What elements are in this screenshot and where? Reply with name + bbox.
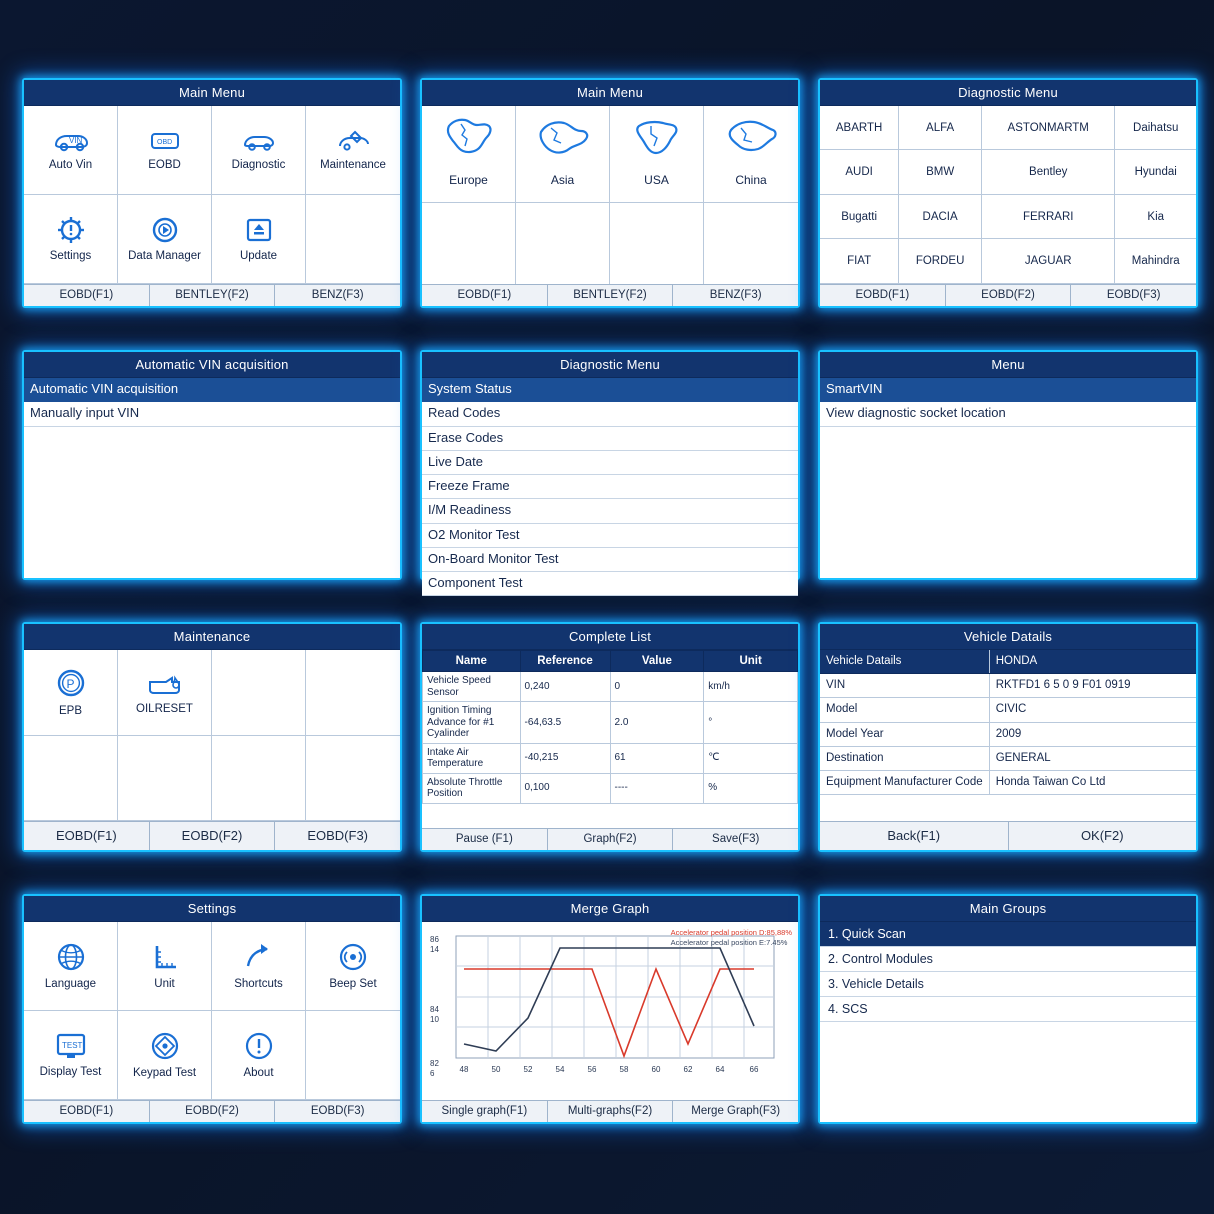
detail-value: 2009 bbox=[989, 722, 1196, 746]
empty-cell bbox=[306, 1011, 400, 1100]
sound-wave-icon bbox=[337, 941, 369, 973]
vehicle-details-table bbox=[820, 650, 1196, 795]
detail-value: GENERAL bbox=[989, 746, 1196, 770]
table-row[interactable] bbox=[423, 743, 798, 773]
settings-item-language[interactable] bbox=[24, 922, 118, 1011]
screen-title: Vehicle Datails bbox=[820, 624, 1196, 650]
screen-diagnostic-brands bbox=[818, 78, 1198, 308]
function-keys bbox=[422, 284, 798, 306]
usa-map-icon bbox=[629, 112, 685, 169]
vin-car-icon bbox=[53, 128, 89, 154]
china-map-icon bbox=[723, 112, 779, 169]
cell-name: Vehicle Speed Sensor bbox=[423, 672, 521, 702]
list-item[interactable]: 3. Vehicle Details bbox=[820, 972, 1196, 997]
screen-body bbox=[820, 106, 1196, 284]
svg-text:TEST: TEST bbox=[61, 1041, 82, 1051]
column-header-unit: Unit bbox=[704, 651, 798, 672]
svg-text:66: 66 bbox=[749, 1065, 759, 1074]
car-stethoscope-icon bbox=[241, 128, 277, 154]
column-header-name: Name bbox=[423, 651, 521, 672]
table-row bbox=[820, 771, 1196, 795]
function-list bbox=[422, 378, 798, 596]
list-item[interactable]: System Status bbox=[422, 378, 798, 402]
menu-item-label: Update bbox=[239, 250, 278, 263]
menu-item-label: Data Manager bbox=[128, 250, 201, 263]
settings-item-display-test[interactable] bbox=[24, 1011, 118, 1100]
column-header-value: Value bbox=[610, 651, 704, 672]
cell-reference: -64,63.5 bbox=[520, 702, 610, 744]
brand-table bbox=[820, 106, 1196, 284]
table-row bbox=[820, 239, 1196, 284]
list-item[interactable]: O2 Monitor Test bbox=[422, 524, 798, 548]
option-list bbox=[24, 378, 400, 578]
screen-smartvin-menu bbox=[818, 350, 1198, 580]
cell-value: 0 bbox=[610, 672, 704, 702]
screen-title: Maintenance bbox=[24, 624, 400, 650]
fkey-f1[interactable]: EOBD(F1) bbox=[820, 285, 946, 306]
eobd-connector-icon bbox=[147, 128, 183, 154]
brand-cell[interactable]: ALFA bbox=[899, 106, 982, 150]
screen-body bbox=[820, 378, 1196, 578]
list-item[interactable]: 1. Quick Scan bbox=[820, 922, 1196, 947]
fkey-f1[interactable]: EOBD(F1) bbox=[422, 285, 548, 306]
screen-body bbox=[422, 106, 798, 284]
detail-value: Honda Taiwan Co Ltd bbox=[989, 771, 1196, 795]
function-keys bbox=[24, 821, 400, 850]
screen-title: Merge Graph bbox=[422, 896, 798, 922]
cell-unit: ° bbox=[704, 702, 798, 744]
screen-body bbox=[820, 650, 1196, 821]
brand-cell[interactable]: Bentley bbox=[982, 150, 1115, 195]
cell-reference: 0,240 bbox=[520, 672, 610, 702]
list-item[interactable]: Freeze Frame bbox=[422, 475, 798, 499]
screen-title: Settings bbox=[24, 896, 400, 922]
table-header-row bbox=[423, 651, 798, 672]
svg-text:10: 10 bbox=[430, 1015, 439, 1024]
menu-item-update[interactable] bbox=[212, 195, 306, 284]
ok-button[interactable]: OK(F2) bbox=[1080, 828, 1124, 843]
europe-map-icon bbox=[441, 112, 497, 169]
menu-item-eobd[interactable] bbox=[118, 106, 212, 195]
brand-cell[interactable]: FERRARI bbox=[982, 194, 1115, 239]
empty-cell bbox=[306, 195, 400, 284]
detail-label: Equipment Manufacturer Code bbox=[820, 771, 989, 795]
fkey-f3[interactable]: BENZ(F3) bbox=[311, 289, 364, 301]
svg-text:14: 14 bbox=[430, 945, 439, 954]
table-row bbox=[820, 746, 1196, 770]
table-row bbox=[820, 698, 1196, 722]
table-row[interactable] bbox=[423, 773, 798, 803]
menu-item-oilreset[interactable] bbox=[118, 650, 212, 736]
fkey-f2[interactable]: Multi-graphs(F2) bbox=[548, 1101, 674, 1122]
svg-text:6: 6 bbox=[430, 1069, 435, 1078]
brand-cell[interactable]: FORDEU bbox=[899, 239, 982, 284]
svg-text:52: 52 bbox=[523, 1065, 533, 1074]
empty-cell bbox=[118, 736, 212, 822]
cell-unit: km/h bbox=[704, 672, 798, 702]
header-value: HONDA bbox=[989, 650, 1196, 674]
region-item-label: USA bbox=[644, 173, 669, 187]
cell-unit: % bbox=[704, 773, 798, 803]
list-item[interactable]: On-Board Monitor Test bbox=[422, 548, 798, 572]
screen-body bbox=[24, 650, 400, 821]
table-row bbox=[820, 150, 1196, 195]
screen-title: Complete List bbox=[422, 624, 798, 650]
empty-cell bbox=[212, 736, 306, 822]
detail-value: RKTFD1 6 5 0 9 F01 0919 bbox=[989, 674, 1196, 698]
detail-label: VIN bbox=[820, 674, 989, 698]
screen-title: Diagnostic Menu bbox=[422, 352, 798, 378]
function-keys bbox=[820, 284, 1196, 306]
brand-cell[interactable]: Hyundai bbox=[1115, 150, 1196, 195]
svg-text:84: 84 bbox=[430, 1005, 439, 1014]
cell-value: 61 bbox=[610, 743, 704, 773]
region-grid bbox=[422, 106, 798, 284]
screen-body bbox=[24, 922, 400, 1100]
fkey-f3[interactable]: BENZ(F3) bbox=[709, 289, 762, 301]
function-keys bbox=[24, 1100, 400, 1122]
brand-cell[interactable]: DACIA bbox=[899, 194, 982, 239]
screen-title: Main Menu bbox=[422, 80, 798, 106]
fkey-f1[interactable]: Single graph(F1) bbox=[422, 1101, 548, 1122]
oil-can-icon bbox=[145, 668, 185, 698]
list-item[interactable]: View diagnostic socket location bbox=[820, 402, 1196, 426]
fkey-f2[interactable]: BENTLEY(F2) bbox=[150, 285, 276, 306]
chart-legend bbox=[671, 928, 792, 948]
update-upload-icon bbox=[244, 215, 274, 245]
svg-text:62: 62 bbox=[683, 1065, 693, 1074]
gear-exclamation-icon bbox=[56, 215, 86, 245]
fkey-f1[interactable]: EOBD(F1) bbox=[24, 1101, 150, 1122]
svg-text:54: 54 bbox=[555, 1065, 565, 1074]
region-item-usa[interactable] bbox=[610, 106, 704, 284]
table-header-row bbox=[820, 650, 1196, 674]
icon-grid bbox=[24, 650, 400, 821]
settings-item-about[interactable] bbox=[212, 1011, 306, 1100]
table-row bbox=[820, 674, 1196, 698]
screen-merge-graph bbox=[420, 894, 800, 1124]
list-item[interactable]: Erase Codes bbox=[422, 427, 798, 451]
menu-item-label: Auto Vin bbox=[48, 159, 93, 172]
brand-cell[interactable]: AUDI bbox=[820, 150, 899, 195]
brand-cell[interactable]: Mahindra bbox=[1115, 239, 1196, 284]
option-list bbox=[820, 378, 1196, 578]
table-row[interactable] bbox=[423, 702, 798, 744]
cell-value: ---- bbox=[610, 773, 704, 803]
svg-text:60: 60 bbox=[651, 1065, 661, 1074]
list-item[interactable]: Automatic VIN acquisition bbox=[24, 378, 400, 402]
screen-title: Menu bbox=[820, 352, 1196, 378]
screen-body bbox=[422, 378, 798, 596]
ruler-icon bbox=[149, 941, 181, 973]
function-keys bbox=[820, 821, 1196, 850]
list-item[interactable]: 2. Control Modules bbox=[820, 947, 1196, 972]
screen-body bbox=[422, 922, 798, 1100]
region-item-label: Asia bbox=[550, 173, 575, 187]
globe-icon bbox=[55, 941, 87, 973]
screen-title: Automatic VIN acquisition bbox=[24, 352, 400, 378]
screen-main-menu-regions bbox=[420, 78, 800, 308]
menu-item-label: EOBD bbox=[148, 159, 181, 172]
region-item-label: Europe bbox=[449, 173, 488, 187]
menu-item-label: Maintenance bbox=[320, 159, 386, 172]
live-data-table bbox=[422, 650, 798, 804]
cell-value: 2.0 bbox=[610, 702, 704, 744]
svg-text:VIN: VIN bbox=[68, 136, 82, 146]
settings-item-label: Keypad Test bbox=[132, 1067, 197, 1080]
back-button[interactable]: Back(F1) bbox=[820, 822, 1009, 850]
keypad-diamond-icon bbox=[149, 1030, 181, 1062]
svg-text:OBD: OBD bbox=[156, 139, 172, 147]
screen-diagnostic-menu bbox=[420, 350, 800, 590]
svg-text:56: 56 bbox=[587, 1065, 597, 1074]
icon-grid bbox=[24, 106, 400, 284]
fkey-f2[interactable]: EOBD(F2) bbox=[150, 822, 276, 850]
brand-cell[interactable]: Kia bbox=[1115, 194, 1196, 239]
test-screen-icon bbox=[54, 1031, 88, 1061]
fkey-f2[interactable]: Graph(F2) bbox=[548, 829, 674, 850]
list-item[interactable]: SmartVIN bbox=[820, 378, 1196, 402]
list-item[interactable]: Component Test bbox=[422, 572, 798, 596]
region-item-asia[interactable] bbox=[516, 106, 610, 284]
screen-main-groups bbox=[818, 894, 1198, 1124]
legend-series-2: Accelerator pedal position E:7.45% bbox=[670, 938, 788, 948]
list-item[interactable]: Read Codes bbox=[422, 402, 798, 426]
empty-cell bbox=[306, 736, 400, 822]
fkey-f3[interactable]: Merge Graph(F3) bbox=[691, 1105, 781, 1117]
function-keys bbox=[422, 1100, 798, 1122]
settings-item-shortcuts[interactable] bbox=[212, 922, 306, 1011]
region-item-china[interactable] bbox=[704, 106, 798, 284]
list-item[interactable]: 4. SCS bbox=[820, 997, 1196, 1022]
svg-text:86: 86 bbox=[430, 935, 439, 944]
svg-text:48: 48 bbox=[459, 1065, 469, 1074]
region-item-label: China bbox=[735, 173, 767, 187]
screen-title: Diagnostic Menu bbox=[820, 80, 1196, 106]
function-keys bbox=[24, 284, 400, 306]
detail-label: Model Year bbox=[820, 722, 989, 746]
brand-cell[interactable]: FIAT bbox=[820, 239, 899, 284]
settings-item-keypad-test[interactable] bbox=[118, 1011, 212, 1100]
line-chart bbox=[424, 926, 788, 1090]
menu-item-maintenance[interactable] bbox=[306, 106, 400, 195]
fkey-f3[interactable]: EOBD(F3) bbox=[1106, 289, 1161, 301]
detail-label: Destination bbox=[820, 746, 989, 770]
empty-cell bbox=[306, 650, 400, 736]
svg-text:82: 82 bbox=[430, 1059, 439, 1068]
cell-reference: 0,100 bbox=[520, 773, 610, 803]
parking-brake-icon bbox=[54, 666, 88, 700]
cell-name: Absolute Throttle Position bbox=[423, 773, 521, 803]
menu-item-label: Settings bbox=[49, 250, 92, 263]
screen-vin-acquisition bbox=[22, 350, 402, 580]
play-circle-icon bbox=[150, 215, 180, 245]
brand-cell[interactable]: Bugatti bbox=[820, 194, 899, 239]
fkey-f3[interactable]: EOBD(F3) bbox=[310, 1105, 365, 1117]
fkey-f1[interactable]: EOBD(F1) bbox=[24, 822, 150, 850]
asia-map-icon bbox=[535, 112, 591, 169]
svg-text:P: P bbox=[66, 677, 75, 692]
screen-body bbox=[24, 106, 400, 284]
menu-item-label: Diagnostic bbox=[231, 159, 286, 172]
screen-vehicle-details bbox=[818, 622, 1198, 852]
info-circle-icon bbox=[243, 1030, 275, 1062]
screen-main-menu-icons bbox=[22, 78, 402, 308]
empty-cell bbox=[24, 736, 118, 822]
screen-body bbox=[820, 922, 1196, 1122]
list-item[interactable]: I/M Readiness bbox=[422, 499, 798, 523]
arrow-curve-icon bbox=[243, 941, 275, 973]
list-item[interactable]: Manually input VIN bbox=[24, 402, 400, 426]
fkey-f3[interactable]: Save(F3) bbox=[712, 833, 760, 845]
screen-body bbox=[422, 650, 798, 828]
table-row[interactable] bbox=[423, 672, 798, 702]
cell-name: Ignition Timing Advance for #1 Cyalinder bbox=[423, 702, 521, 744]
svg-text:50: 50 bbox=[491, 1065, 501, 1074]
menu-item-label: EPB bbox=[58, 705, 82, 718]
settings-item-label: Language bbox=[44, 978, 97, 991]
settings-item-label: About bbox=[243, 1067, 274, 1080]
header-label: Vehicle Datails bbox=[820, 650, 989, 674]
menu-item-epb[interactable] bbox=[24, 650, 118, 736]
detail-value: CIVIC bbox=[989, 698, 1196, 722]
fkey-f2[interactable]: BENTLEY(F2) bbox=[548, 285, 674, 306]
empty-cell bbox=[212, 650, 306, 736]
brand-cell[interactable]: Daihatsu bbox=[1115, 106, 1196, 150]
screen-body bbox=[24, 378, 400, 578]
screen-title: Main Groups bbox=[820, 896, 1196, 922]
chart-area bbox=[422, 922, 798, 1100]
cell-name: Intake Air Temperature bbox=[423, 743, 521, 773]
table-row bbox=[820, 722, 1196, 746]
menu-item-settings[interactable] bbox=[24, 195, 118, 284]
list-item[interactable]: Live Date bbox=[422, 451, 798, 475]
brand-cell[interactable]: BMW bbox=[899, 150, 982, 195]
screen-maintenance bbox=[22, 622, 402, 852]
brand-cell[interactable]: JAGUAR bbox=[982, 239, 1115, 284]
screen-complete-list bbox=[420, 622, 800, 852]
icon-grid bbox=[24, 922, 400, 1100]
fkey-f2[interactable]: EOBD(F2) bbox=[946, 285, 1072, 306]
cell-reference: -40,215 bbox=[520, 743, 610, 773]
settings-item-label: Unit bbox=[154, 978, 175, 991]
menu-item-diagnostic[interactable] bbox=[212, 106, 306, 195]
fkey-f1[interactable]: EOBD(F1) bbox=[24, 285, 150, 306]
column-header-reference: Reference bbox=[520, 651, 610, 672]
table-row bbox=[820, 106, 1196, 150]
detail-label: Model bbox=[820, 698, 989, 722]
brand-cell[interactable]: ABARTH bbox=[820, 106, 899, 150]
fkey-f1[interactable]: Pause (F1) bbox=[422, 829, 548, 850]
screen-settings bbox=[22, 894, 402, 1124]
region-item-europe[interactable] bbox=[422, 106, 516, 284]
svg-text:58: 58 bbox=[619, 1065, 629, 1074]
wrench-car-icon bbox=[335, 128, 371, 154]
fkey-f2[interactable]: EOBD(F2) bbox=[150, 1101, 276, 1122]
settings-item-unit[interactable] bbox=[118, 922, 212, 1011]
menu-item-data-manager[interactable] bbox=[118, 195, 212, 284]
settings-item-label: Display Test bbox=[39, 1066, 102, 1079]
settings-item-beep-set[interactable] bbox=[306, 922, 400, 1011]
table-row bbox=[820, 194, 1196, 239]
cell-unit: ℃ bbox=[704, 743, 798, 773]
svg-text:64: 64 bbox=[715, 1065, 725, 1074]
menu-item-auto-vin[interactable] bbox=[24, 106, 118, 195]
menu-item-label: OILRESET bbox=[136, 703, 193, 716]
settings-item-label: Shortcuts bbox=[234, 978, 283, 991]
screen-title: Main Menu bbox=[24, 80, 400, 106]
settings-item-label: Beep Set bbox=[329, 978, 377, 991]
brand-cell[interactable]: ASTONMARTM bbox=[982, 106, 1115, 150]
legend-series-1: Accelerator pedal position D:85,88% bbox=[670, 928, 792, 937]
fkey-f3[interactable]: EOBD(F3) bbox=[307, 828, 369, 843]
function-keys bbox=[422, 828, 798, 850]
